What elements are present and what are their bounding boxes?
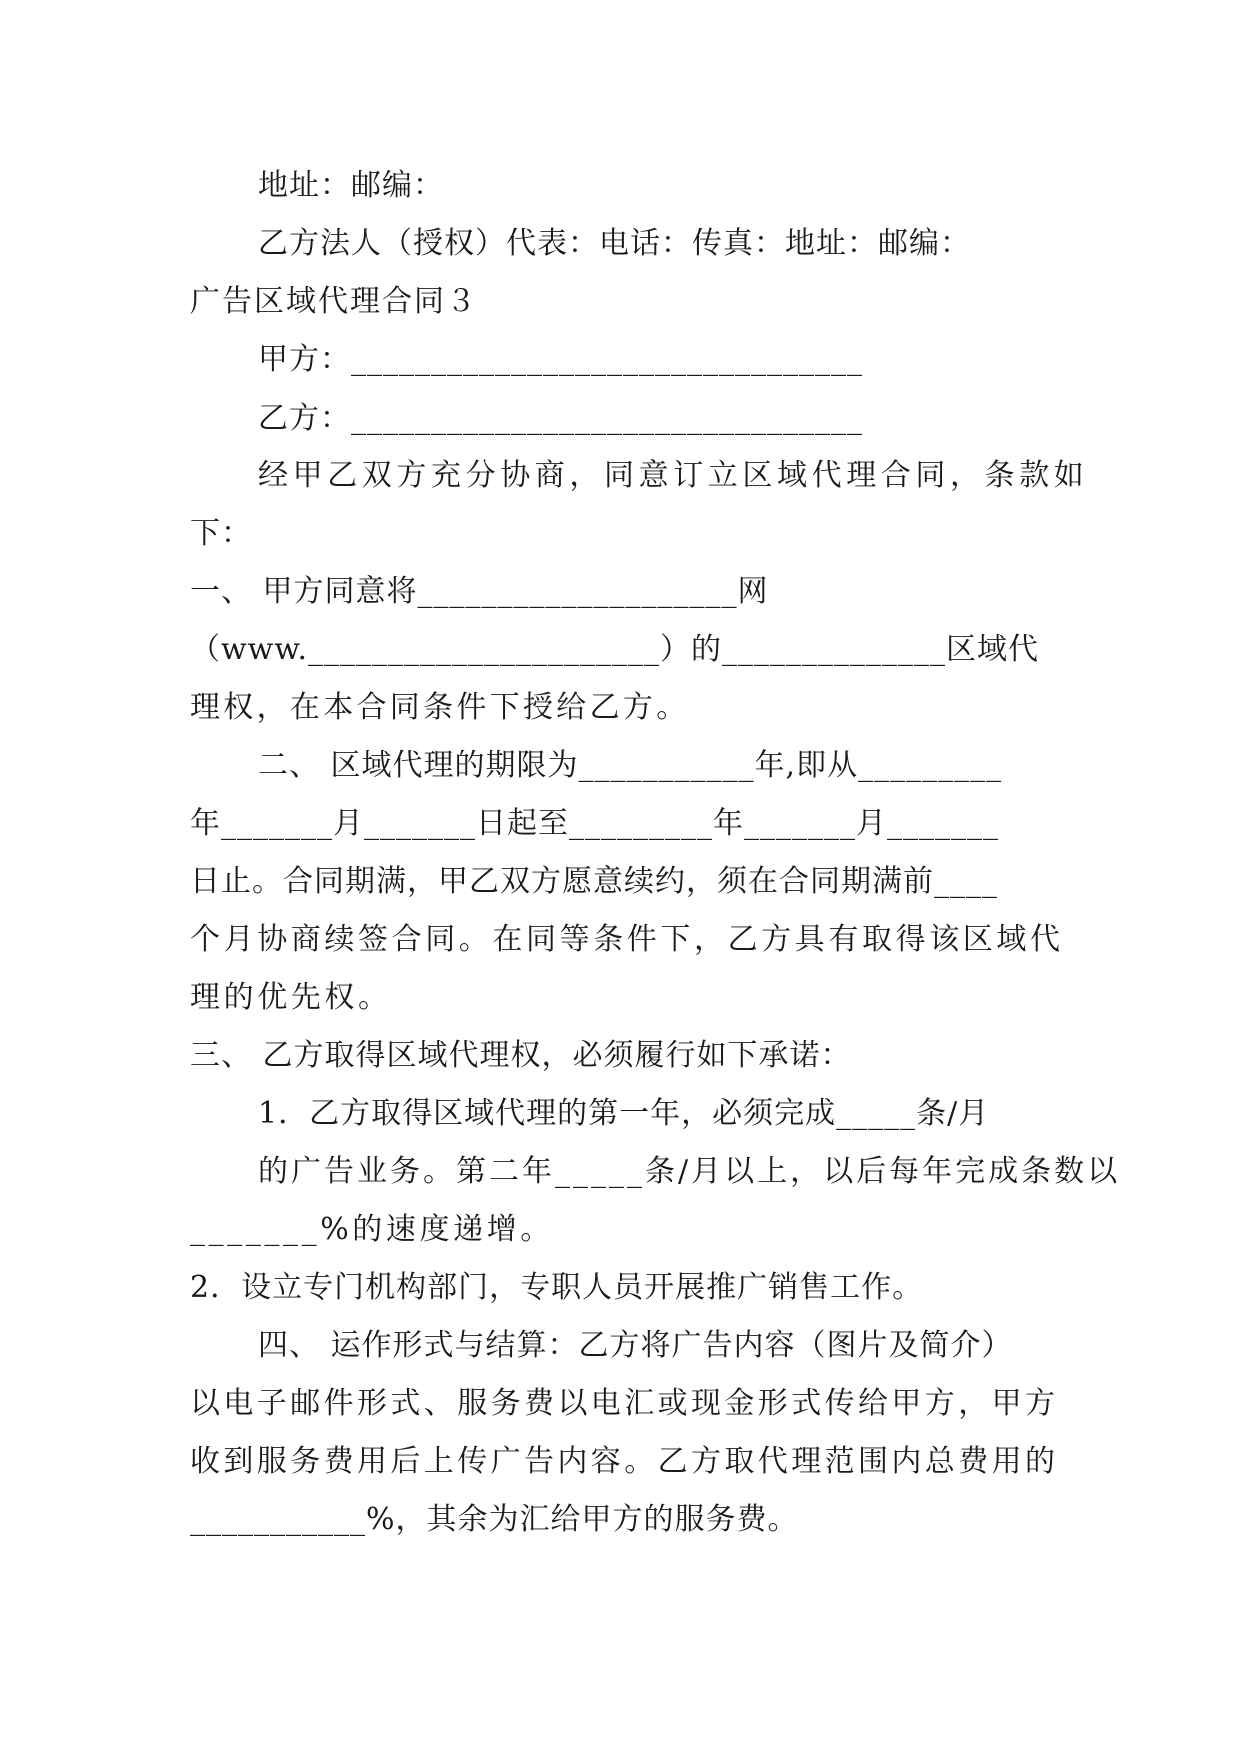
clause-2-line-4: 个月协商续签合同。在同等条件下，乙方具有取得该区域代 [190,922,1064,957]
clause-2-line-2: 年_______月_______日起至_________年_______月_______ [190,806,999,841]
clause-2-line-1: 二、 区域代理的期限为___________年,即从_________ [258,748,1003,783]
clause-1-line-3: 理权，在本合同条件下授给乙方。 [190,690,690,725]
preamble-line-1: 经甲乙双方充分协商，同意订立区域代理合同，条款如 [258,458,1089,493]
clause-3-item-1-line-3: _______%的速度递增。 [190,1212,554,1247]
clause-2-line-3: 日止。合同期满，甲乙双方愿意续约，须在合同期满前____ [190,864,998,899]
clause-4-line-1: 四、 运作形式与结算：乙方将广告内容（图片及简介） [258,1328,1013,1363]
clause-4-line-4: ___________%，其余为汇给甲方的服务费。 [190,1502,799,1537]
contract-title: 广告区域代理合同３ [190,284,478,319]
clause-3-item-1-line-2: 的广告业务。第二年_____条/月以上，以后每年完成条数以 [258,1154,1121,1189]
party-b-representative-line: 乙方法人（授权）代表：电话：传真：地址：邮编： [258,226,971,261]
clause-4-line-3: 收到服务费用后上传广告内容。乙方取代理范围内总费用的 [190,1444,1059,1479]
preamble-line-2: 下： [190,516,252,551]
clause-1-line-1: 一、 甲方同意将____________________网 [190,574,769,609]
clause-2-line-5: 理的优先权。 [190,980,392,1015]
clause-1-line-2: （www.______________________）的______________区域代 [190,632,1040,667]
party-b-field: 乙方：________________________________ [258,401,863,436]
party-a-field: 甲方：________________________________ [258,342,863,377]
clause-3-item-1-line-1: 1．乙方取得区域代理的第一年，必须完成_____条/月 [258,1096,990,1131]
clause-3-item-2: 2．设立专门机构部门，专职人员开展推广销售工作。 [190,1270,924,1305]
party-a-address-line: 地址：邮编： [258,168,444,203]
clause-3-heading: 三、 乙方取得区域代理权，必须履行如下承诺： [190,1038,852,1073]
clause-4-line-2: 以电子邮件形式、服务费以电汇或现金形式传给甲方，甲方 [190,1386,1059,1421]
